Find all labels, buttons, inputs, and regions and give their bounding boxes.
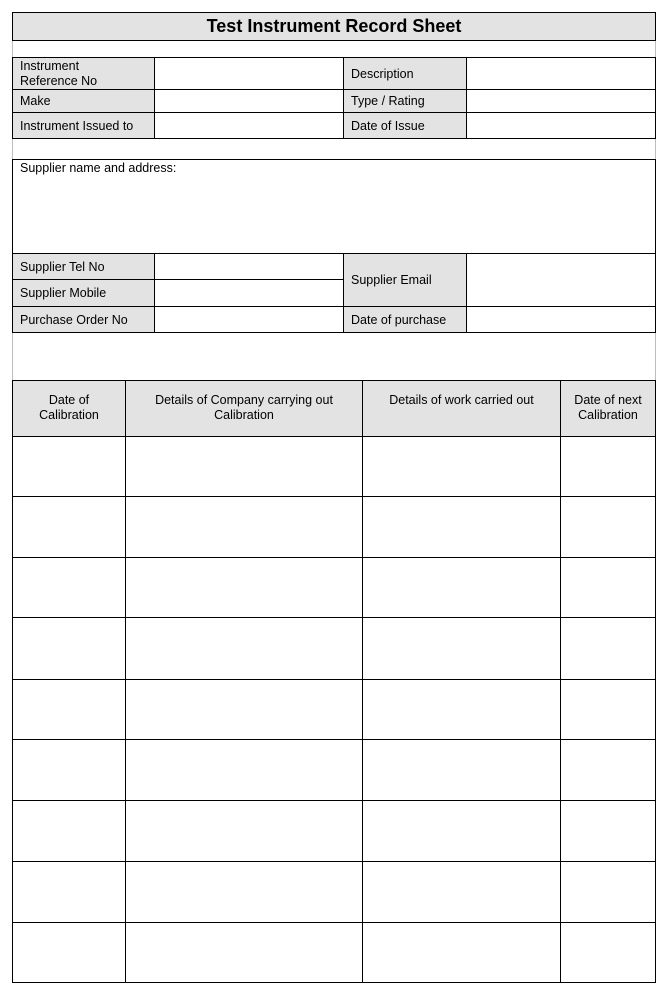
make-field[interactable] (155, 90, 343, 112)
header-company-details (126, 393, 362, 423)
page-title: Test Instrument Record Sheet (206, 16, 462, 36)
date-of-issue-label: Date of Issue (351, 119, 425, 133)
type-rating-field[interactable] (467, 90, 655, 112)
issued-to-label: Instrument Issued to (20, 119, 134, 133)
table-row (13, 680, 655, 739)
supplier-name-address-field[interactable] (13, 176, 655, 252)
date-of-calibration-cell[interactable] (13, 862, 125, 922)
supplier-mobile-field[interactable] (155, 280, 343, 306)
table-row (13, 437, 655, 496)
next-calibration-cell[interactable] (561, 801, 655, 861)
make-label: Make (20, 94, 51, 108)
header-date-of-calibration (13, 393, 125, 423)
work-details-cell[interactable] (363, 862, 560, 922)
work-details-cell[interactable] (363, 437, 560, 496)
date-of-calibration-cell[interactable] (13, 437, 125, 496)
section-gap-2 (12, 139, 656, 160)
company-details-cell[interactable] (126, 618, 362, 679)
header-line: Calibration (39, 408, 99, 422)
instrument-reference-label-line2: Reference No (20, 74, 98, 88)
company-details-cell[interactable] (126, 680, 362, 739)
header-line: Details of Company carrying out (155, 393, 333, 407)
date-of-calibration-cell[interactable] (13, 680, 125, 739)
supplier-tel-field[interactable] (155, 254, 343, 279)
supplier-email-label: Supplier Email (351, 273, 432, 287)
header-line: Details of work carried out (389, 393, 534, 407)
purchase-order-label: Purchase Order No (20, 313, 128, 327)
work-details-cell[interactable] (363, 618, 560, 679)
work-details-cell[interactable] (363, 497, 560, 557)
company-details-cell[interactable] (126, 862, 362, 922)
table-row (13, 862, 655, 922)
date-of-purchase-label: Date of purchase (351, 313, 447, 327)
next-calibration-cell[interactable] (561, 497, 655, 557)
company-details-cell[interactable] (126, 437, 362, 496)
supplier-mobile-label: Supplier Mobile (20, 286, 107, 300)
date-of-calibration-cell[interactable] (13, 558, 125, 617)
grid-line (343, 57, 344, 139)
company-details-cell[interactable] (126, 801, 362, 861)
grid-line (343, 253, 344, 333)
date-of-calibration-cell[interactable] (13, 497, 125, 557)
date-of-purchase-field[interactable] (467, 307, 655, 332)
header-line: Date of (48, 393, 90, 407)
work-details-cell[interactable] (363, 923, 560, 982)
next-calibration-cell[interactable] (561, 862, 655, 922)
next-calibration-cell[interactable] (561, 618, 655, 679)
description-field[interactable] (467, 58, 655, 89)
work-details-cell[interactable] (363, 680, 560, 739)
table-row (13, 801, 655, 861)
next-calibration-cell[interactable] (561, 437, 655, 496)
supplier-email-field[interactable] (467, 254, 655, 306)
date-of-calibration-cell[interactable] (13, 618, 125, 679)
supplier-tel-label: Supplier Tel No (20, 260, 105, 274)
header-line: Calibration (214, 408, 274, 422)
company-details-cell[interactable] (126, 497, 362, 557)
table-row (13, 558, 655, 617)
header-line: Calibration (578, 408, 638, 422)
work-details-cell[interactable] (363, 558, 560, 617)
issued-to-field[interactable] (155, 113, 343, 138)
date-of-calibration-cell[interactable] (13, 801, 125, 861)
table-row (13, 618, 655, 679)
next-calibration-cell[interactable] (561, 680, 655, 739)
next-calibration-cell[interactable] (561, 923, 655, 982)
header-line: Date of next (574, 393, 642, 407)
company-details-cell[interactable] (126, 923, 362, 982)
next-calibration-cell[interactable] (561, 740, 655, 800)
work-details-cell[interactable] (363, 801, 560, 861)
company-details-cell[interactable] (126, 740, 362, 800)
description-label: Description (351, 67, 414, 81)
work-details-cell[interactable] (363, 740, 560, 800)
type-rating-label: Type / Rating (351, 94, 425, 108)
instrument-reference-field[interactable] (155, 58, 343, 89)
supplier-name-address-label: Supplier name and address: (20, 161, 177, 175)
purchase-order-field[interactable] (155, 307, 343, 332)
table-row (13, 740, 655, 800)
date-of-issue-field[interactable] (467, 113, 655, 138)
section-gap-1 (12, 41, 656, 58)
instrument-reference-label-line1: Instrument (20, 59, 80, 73)
table-row (13, 497, 655, 557)
date-of-calibration-cell[interactable] (13, 740, 125, 800)
header-date-next-calibration (561, 393, 655, 423)
header-work-details (363, 393, 560, 408)
next-calibration-cell[interactable] (561, 558, 655, 617)
company-details-cell[interactable] (126, 558, 362, 617)
table-row (13, 923, 655, 982)
date-of-calibration-cell[interactable] (13, 923, 125, 982)
section-gap-3 (12, 332, 656, 381)
